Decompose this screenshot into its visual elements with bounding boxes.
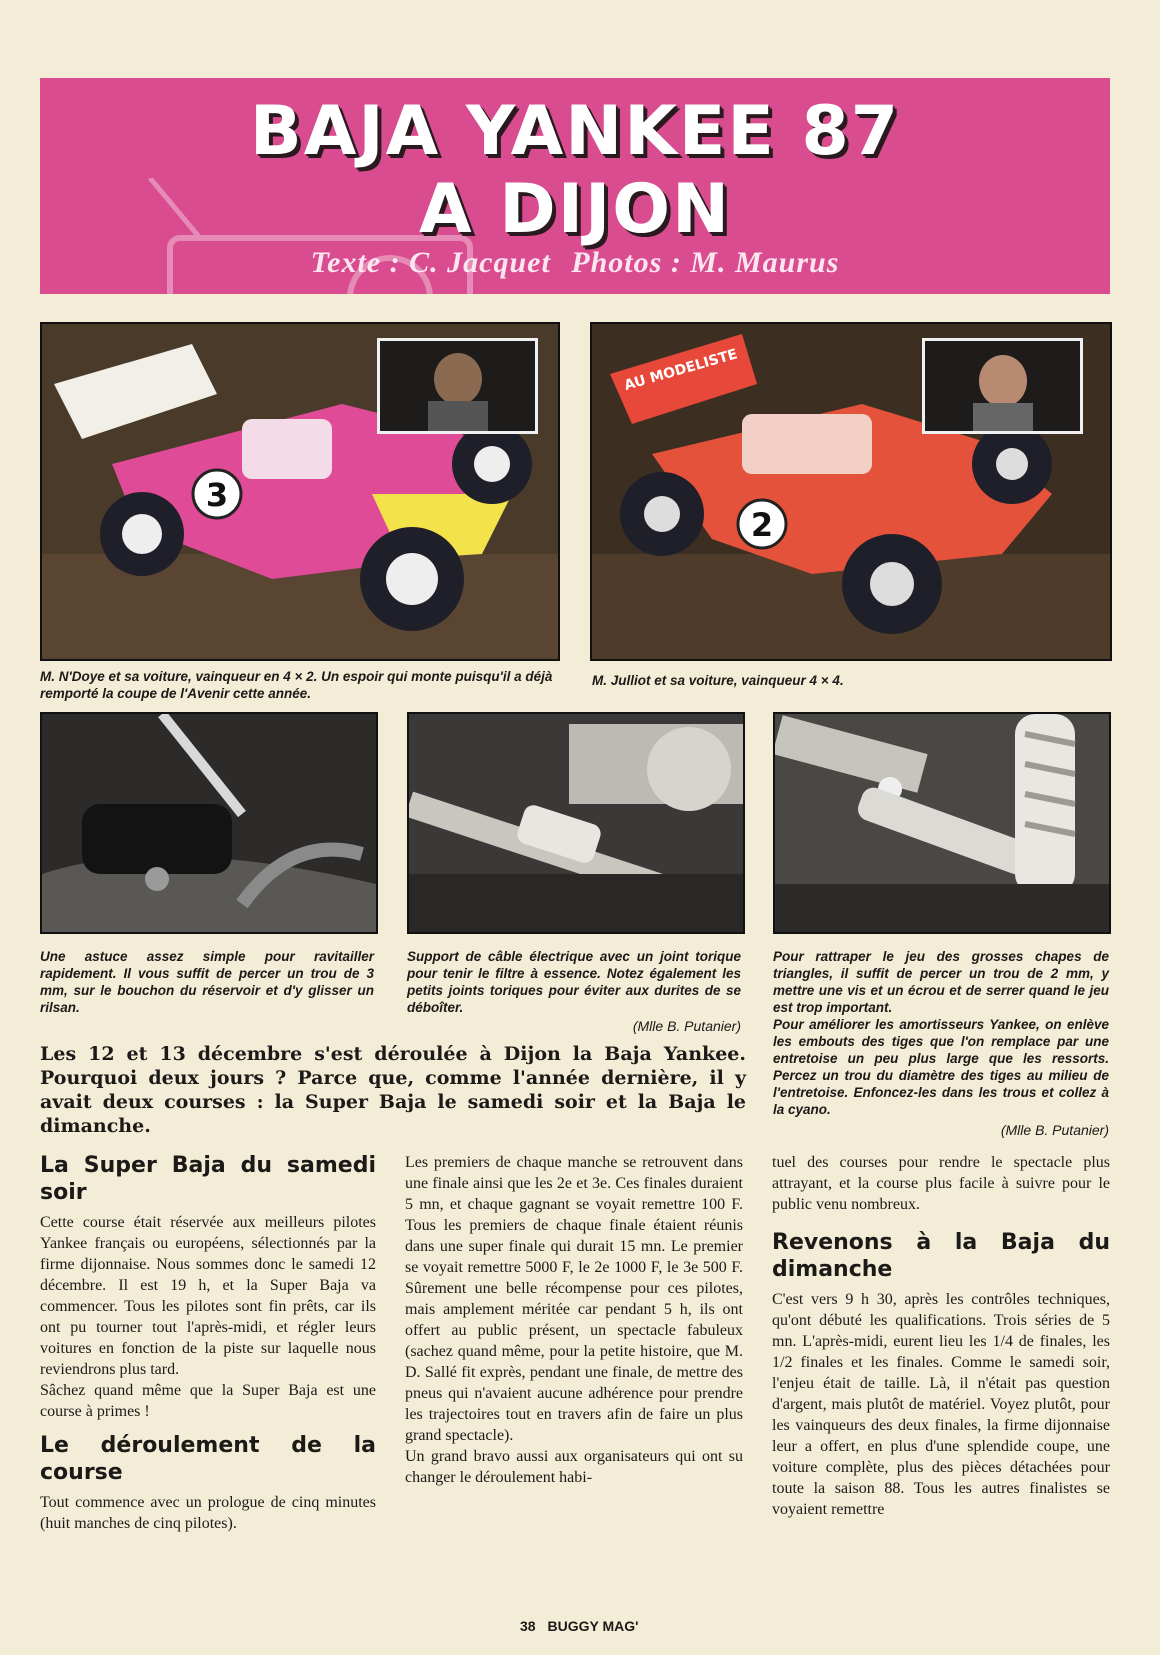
column-2 <box>405 1152 743 1488</box>
col1-paragraph-2: Sâchez quand même que la Super Baja est une course à primes ! <box>40 1382 376 1420</box>
page-title-line2: A DIJON <box>418 170 732 249</box>
title-banner <box>40 78 1110 294</box>
caption-detail-suspension <box>773 948 1109 1118</box>
column-3 <box>772 1152 1110 1520</box>
car-left-number: 3 <box>205 476 229 514</box>
caption-right-car: M. Julliot et sa voiture, vainqueur 4 × 4. <box>592 673 844 688</box>
photo-left-car <box>40 322 560 661</box>
page-footer <box>520 1618 638 1634</box>
byline-text: Texte : C. Jacquet <box>310 246 551 279</box>
magazine-name: BUGGY MAG' <box>547 1618 639 1634</box>
heading-super-baja: La Super Baja du samedi soir <box>40 1153 376 1205</box>
photo-detail-suspension <box>773 712 1111 934</box>
col2-paragraph-2: Un grand bravo aussi aux organisateurs qui ont su changer le déroulement habi- <box>405 1448 743 1486</box>
col3-paragraph-2: C'est vers 9 h 30, après les contrôles techniques, qu'ont débuté les qualifications. Trois séries de 5 mn. L'après-midi, eurent lieu les 1/4 de finales, les 1/2 finales et les finales. Comme le samedi soir, l'enjeu était de taille. Là, il n'était pas question d'argent, mais plutôt de matériel. Voyez plutôt, pour les vainqueurs des deux finales, la firme dijonnaise leur a offert, en plus d'une splendide coupe, une voiture complète, plus des pièces détachées pour toute la saison 88. Tous les autres finalistes se voyaient remettre <box>772 1291 1110 1518</box>
portrait-inset-right <box>922 338 1083 434</box>
article-intro: Les 12 et 13 décembre s'est déroulée à Dijon la Baja Yankee. Pourquoi deux jours ? Parce que, comme l'année dernière, il y avait deux courses : la Super Baja le samedi soir et la Baja le dimanche. <box>40 1043 746 1137</box>
credit-detail-suspension: (Mlle B. Putanier) <box>1000 1122 1109 1138</box>
heading-baja-dimanche: Revenons à la Baja du dimanche <box>772 1230 1110 1282</box>
col3-paragraph-1: tuel des courses pour rendre le spectacle plus attrayant, et la course plus facile à suivre pour le public venu nombreux. <box>772 1154 1110 1213</box>
byline <box>40 246 1110 280</box>
photo-detail-cable <box>407 712 745 934</box>
car-right-number: 2 <box>750 506 774 544</box>
photo-detail-tank <box>40 712 378 934</box>
caption-detail-tank: Une astuce assez simple pour ravitailler rapidement. Il vous suffit de percer un trou de 3 mm, sur le bouchon du réservoir et d'y glisser un rilsan. <box>40 949 374 1015</box>
caption-detail-suspension-b: Pour améliorer les amortisseurs Yankee, on enlève les embouts des tiges que l'on remplace par une entretoise un peu plus large que les ressorts. Percez un trou du diamètre des tiges au milieu de l'entretoise. Enfoncez-les dans les trous et collez à la cyano. <box>773 1017 1109 1117</box>
caption-detail-cable: Support de câble électrique avec un joint torique pour tenir le filtre à essence. Notez également les petits joints toriques pour éviter aux durites de se déboîter. <box>407 949 741 1015</box>
col1-paragraph-3: Tout commence avec un prologue de cinq minutes (huit manches de cinq pilotes). <box>40 1494 376 1532</box>
col2-paragraph-1: Les premiers de chaque manche se retrouvent dans une finale ainsi que les 2e et 3e. Ces finales duraient 5 mn, et chaque gagnant se voyait remettre 100 F. Tous les premiers de chaque finale étaient réunis dans une super finale qui durait 15 mn. Le premier se voyait remettre 5000 F, le 2e 1000 F, le 3e 500 F. Sûrement une belle récompense pour ces pilotes, mais amplement méritée car pendant 5 h, ils ont offert au public présent, un spectacle fabuleux (sachez quand même, pour la petite histoire, que M. D. Sallé fit exprès, pendant une finale, de mettre des pneus qui n'avaient aucune adhérence pour prendre les trajectoires tout en travers afin de faire un plus grand spectacle). <box>405 1154 743 1444</box>
heading-deroulement: Le déroulement de la course <box>40 1433 376 1485</box>
col1-paragraph-1: Cette course était réservée aux meilleurs pilotes Yankee français ou européens, sélectionnés par la firme dijonnaise. Nous sommes donc le samedi 12 décembre. Il est 19 h, et la Super Baja va commencer. Tous les pilotes sont fin prêts, car ils ont pu tourner tout l'après-midi, et régler leurs voitures en fonction de la piste sur laquelle nous reviendrons plus tard. <box>40 1214 376 1378</box>
caption-left-car: M. N'Doye et sa voiture, vainqueur en 4 × 2. Un espoir qui monte puisqu'il a déjà remporté la coupe de l'Avenir cette année. <box>40 669 553 701</box>
column-1 <box>40 1152 376 1534</box>
caption-detail-suspension-a: Pour rattraper le jeu des grosses chapes de triangles, il suffit de percer un trou de 2 mm, y mettre une vis et un écrou et de serrer quand le jeu est trop important. <box>773 949 1109 1015</box>
portrait-inset-left <box>377 338 538 434</box>
byline-photos: Photos : M. Maurus <box>571 246 840 279</box>
page-number: 38 <box>520 1618 536 1634</box>
photo-right-car <box>590 322 1112 661</box>
car-right-wing-text: AU MODELISTE <box>622 346 740 394</box>
credit-detail-cable: (Mlle B. Putanier) <box>632 1018 741 1034</box>
page-title-line1: BAJA YANKEE 87 <box>249 92 901 171</box>
